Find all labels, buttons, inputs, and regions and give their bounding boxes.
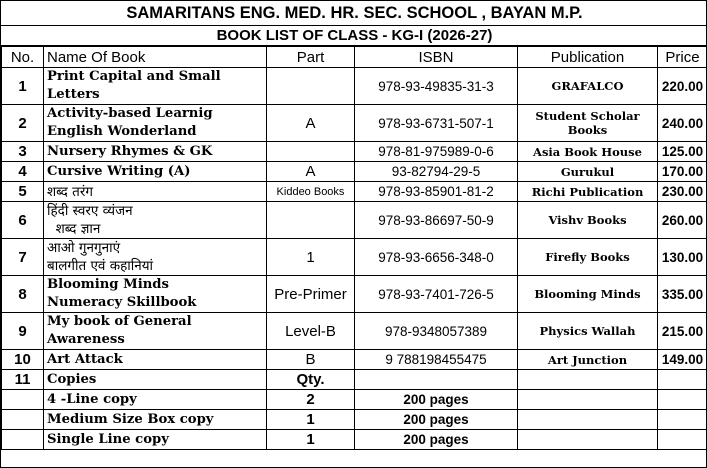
header-publication: Publication — [518, 47, 658, 68]
book-isbn: 978-9348057389 — [355, 313, 518, 350]
copy-qty: 1 — [267, 410, 355, 430]
book-name: Art Attack — [44, 350, 267, 370]
copy-qty: 1 — [267, 430, 355, 450]
book-isbn: 978-93-86697-50-9 — [355, 202, 518, 239]
book-price: 215.00 — [658, 313, 707, 350]
empty-cell — [518, 410, 658, 430]
table-row — [2, 68, 707, 105]
book-isbn: 93-82794-29-5 — [355, 162, 518, 182]
copy-name: 4 -Line copy — [44, 390, 267, 410]
row-no: 2 — [2, 105, 44, 142]
book-part: Pre-Primer — [267, 276, 355, 313]
empty-cell — [518, 430, 658, 450]
book-name: Activity-based Learnig English Wonderland — [44, 105, 267, 142]
table-row — [2, 350, 707, 370]
book-part — [267, 202, 355, 239]
copy-name: Single Line copy — [44, 430, 267, 450]
copy-pages: 200 pages — [355, 390, 518, 410]
copy-row — [2, 390, 707, 410]
row-no: 7 — [2, 239, 44, 276]
book-part — [267, 68, 355, 105]
book-price: 260.00 — [658, 202, 707, 239]
book-part: A — [267, 162, 355, 182]
book-part: A — [267, 105, 355, 142]
book-publication: Firefly Books — [518, 239, 658, 276]
book-publication: Blooming Minds — [518, 276, 658, 313]
empty-cell — [355, 370, 518, 390]
copy-pages: 200 pages — [355, 410, 518, 430]
copy-pages: 200 pages — [355, 430, 518, 450]
book-price: 335.00 — [658, 276, 707, 313]
book-publication: Richi Publication — [518, 182, 658, 202]
empty-cell — [2, 410, 44, 430]
copy-name: Medium Size Box copy — [44, 410, 267, 430]
row-no: 11 — [2, 370, 44, 390]
table-row — [2, 182, 707, 202]
book-price: 220.00 — [658, 68, 707, 105]
book-isbn: 9 788198455475 — [355, 350, 518, 370]
book-name: Nursery Rhymes & GK — [44, 142, 267, 162]
book-publication: Asia Book House — [518, 142, 658, 162]
table-row — [2, 276, 707, 313]
copies-header-row — [2, 370, 707, 390]
copy-row — [2, 430, 707, 450]
qty-header: Qty. — [267, 370, 355, 390]
table-row — [2, 202, 707, 239]
header-part: Part — [267, 47, 355, 68]
book-name: शब्द तरंग — [44, 182, 267, 202]
empty-cell — [518, 370, 658, 390]
table-row — [2, 313, 707, 350]
empty-cell — [658, 430, 707, 450]
book-part: Level-B — [267, 313, 355, 350]
header-price: Price — [658, 47, 707, 68]
copies-label: Copies — [44, 370, 267, 390]
book-isbn: 978-93-6656-348-0 — [355, 239, 518, 276]
book-part — [267, 142, 355, 162]
row-no: 6 — [2, 202, 44, 239]
book-price: 240.00 — [658, 105, 707, 142]
book-name: हिंदी स्वरए व्यंजन शब्द ज्ञान — [44, 202, 267, 239]
book-price: 125.00 — [658, 142, 707, 162]
row-no: 8 — [2, 276, 44, 313]
book-table — [1, 46, 707, 450]
header-book: Name Of Book — [44, 47, 267, 68]
book-isbn: 978-93-6731-507-1 — [355, 105, 518, 142]
row-no: 3 — [2, 142, 44, 162]
table-row — [2, 142, 707, 162]
header-isbn: ISBN — [355, 47, 518, 68]
empty-cell — [2, 390, 44, 410]
book-name: Print Capital and Small Letters — [44, 68, 267, 105]
book-name: आओ गुनगुनाएं बालगीत एवं कहानियां — [44, 239, 267, 276]
book-price: 170.00 — [658, 162, 707, 182]
row-no: 4 — [2, 162, 44, 182]
empty-cell — [2, 430, 44, 450]
book-price: 130.00 — [658, 239, 707, 276]
copy-row — [2, 410, 707, 430]
book-name: My book of General Awareness — [44, 313, 267, 350]
empty-cell — [658, 390, 707, 410]
book-name: Blooming Minds Numeracy Skillbook — [44, 276, 267, 313]
copy-qty: 2 — [267, 390, 355, 410]
row-no: 10 — [2, 350, 44, 370]
book-part: Kiddeo Books — [267, 182, 355, 202]
table-row — [2, 162, 707, 182]
book-publication: GRAFALCO — [518, 68, 658, 105]
book-isbn: 978-93-7401-726-5 — [355, 276, 518, 313]
book-isbn: 978-93-85901-81-2 — [355, 182, 518, 202]
empty-cell — [658, 410, 707, 430]
book-publication: Gurukul — [518, 162, 658, 182]
row-no: 5 — [2, 182, 44, 202]
list-title: BOOK LIST OF CLASS - KG-I (2026-27) — [1, 26, 707, 46]
table-header-row — [2, 47, 707, 68]
header-no: No. — [2, 47, 44, 68]
table-row — [2, 239, 707, 276]
empty-cell — [658, 370, 707, 390]
book-part: 1 — [267, 239, 355, 276]
book-name: Cursive Writing (A) — [44, 162, 267, 182]
book-part: B — [267, 350, 355, 370]
table-row — [2, 105, 707, 142]
book-isbn: 978-93-49835-31-3 — [355, 68, 518, 105]
book-publication: Student Scholar Books — [518, 105, 658, 142]
book-publication: Physics Wallah — [518, 313, 658, 350]
row-no: 1 — [2, 68, 44, 105]
book-isbn: 978-81-975989-0-6 — [355, 142, 518, 162]
school-name: SAMARITANS ENG. MED. HR. SEC. SCHOOL , BAYAN M.P. — [1, 1, 707, 26]
row-no: 9 — [2, 313, 44, 350]
empty-cell — [518, 390, 658, 410]
book-price: 230.00 — [658, 182, 707, 202]
book-publication: Art Junction — [518, 350, 658, 370]
book-publication: Vishv Books — [518, 202, 658, 239]
book-price: 149.00 — [658, 350, 707, 370]
